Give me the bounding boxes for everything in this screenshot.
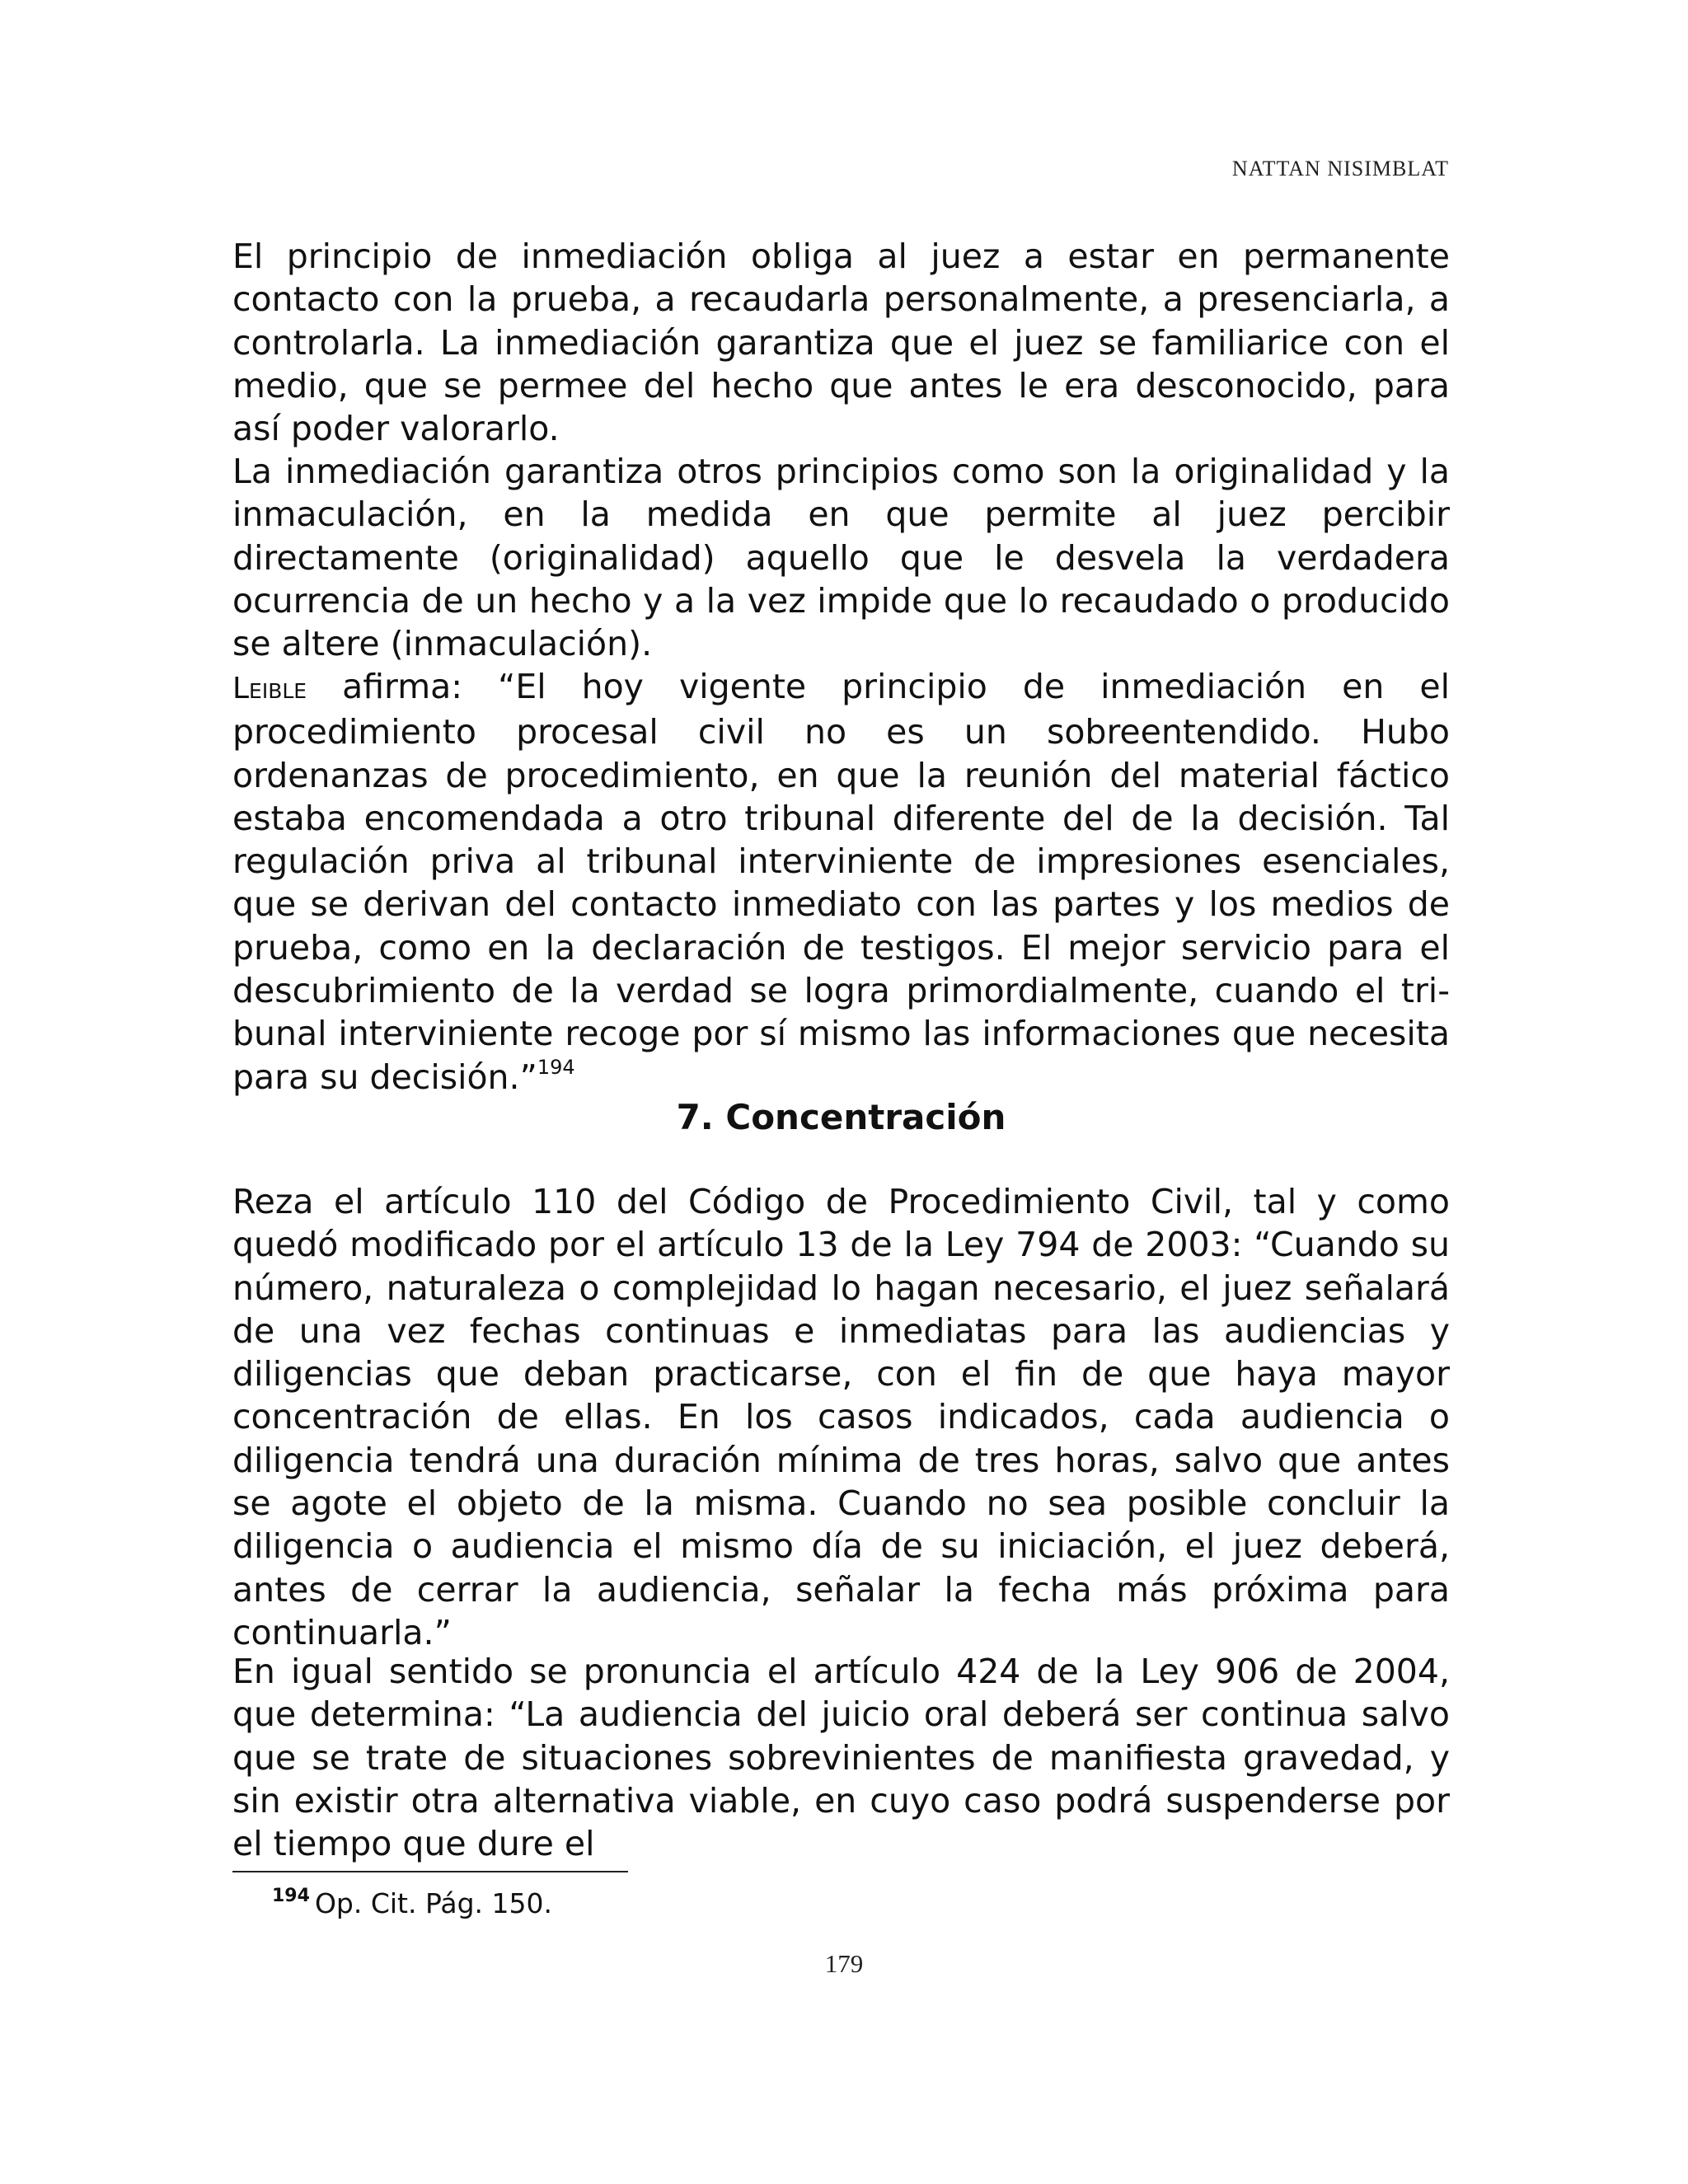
footnote-number: 194 bbox=[272, 1886, 310, 1906]
paragraph-2 bbox=[232, 450, 1450, 665]
paragraph-4 bbox=[232, 1180, 1450, 1654]
footnote-194 bbox=[272, 1887, 552, 1920]
page-number: 179 bbox=[824, 1949, 864, 1978]
footnote-text: Op. Cit. Pág. 150. bbox=[314, 1887, 553, 1919]
footnote-divider bbox=[232, 1871, 628, 1872]
paragraph-text bbox=[232, 665, 1450, 1099]
running-head: NATTAN NISIMBLAT bbox=[1231, 157, 1449, 180]
quote-text: afirma: “El hoy vigente principio de inmediación en el procedimiento procesal civil no es un sobreentendido. Hubo ordenanzas de procedimiento, en que la reunión del material fáctico estaba encomendada a otro tribunal diferente del de la decisión. Tal regulación priva al tribunal interviniente de impresiones esenciales, que se derivan del contacto inmediato con las partes y los medios de prueba, como en la declaración de testigos. El mejor servicio para el descubrimiento de la verdad se logra primordialmente, cuando el tribunal interviniente recoge por sí mismo las informaciones que necesita para su decisión.” bbox=[232, 667, 1450, 1097]
footnote-reference[interactable]: 194 bbox=[537, 1055, 575, 1079]
paragraph-1 bbox=[232, 235, 1450, 450]
section-heading: 7. Concentración bbox=[676, 1097, 1006, 1137]
paragraph-text: En igual sentido se pronuncia el artículo 424 de la Ley 906 de 2004, que determina: “La audiencia del juicio oral deberá ser continua salvo que se trate de situaciones sobrevinientes de manifiesta gravedad, y sin existir otra alternativa viable, en cuyo caso podrá suspenderse por el tiempo que dure el bbox=[232, 1652, 1450, 1864]
paragraph-5 bbox=[232, 1650, 1450, 1865]
author-name: Leible bbox=[232, 672, 307, 705]
paragraph-text: La inmediación garantiza otros principios como son la originalidad y la inmaculación, en la medida en que permite al juez percibir directamente (originalidad) aquello que le desvela la verdadera ocurrencia de un hecho y a la vez impide que lo recaudado o producido se altere (inmaculación). bbox=[232, 452, 1450, 664]
paragraph-text: El principio de inmediación obliga al juez a estar en permanente contacto con la prueba, a recaudarla personalmente, a presenciarla, a controlarla. La inmediación garantiza que el juez se familiarice con el medio, que se permee del hecho que antes le era desconocido, para así poder valorarlo. bbox=[232, 237, 1450, 449]
paragraph-text: Reza el artículo 110 del Código de Procedimiento Civil, tal y como quedó modificado por el artículo 13 de la Ley 794 de 2003: “Cuando su número, naturaleza o complejidad lo hagan necesario, el juez señalará de una vez fechas continuas e inmediatas para las audiencias y diligencias que deban practicarse, con el fin de que haya mayor concentración de ellas. En los casos indicados, cada audiencia o diligencia tendrá una duración mínima de tres horas, salvo que antes se agote el objeto de la misma. Cuando no sea posible concluir la diligencia o audiencia el mismo día de su iniciación, el juez deberá, antes de cerrar la audiencia, señalar la fecha más próxima para continuarla.” bbox=[232, 1182, 1450, 1652]
paragraph-3 bbox=[232, 665, 1450, 1099]
